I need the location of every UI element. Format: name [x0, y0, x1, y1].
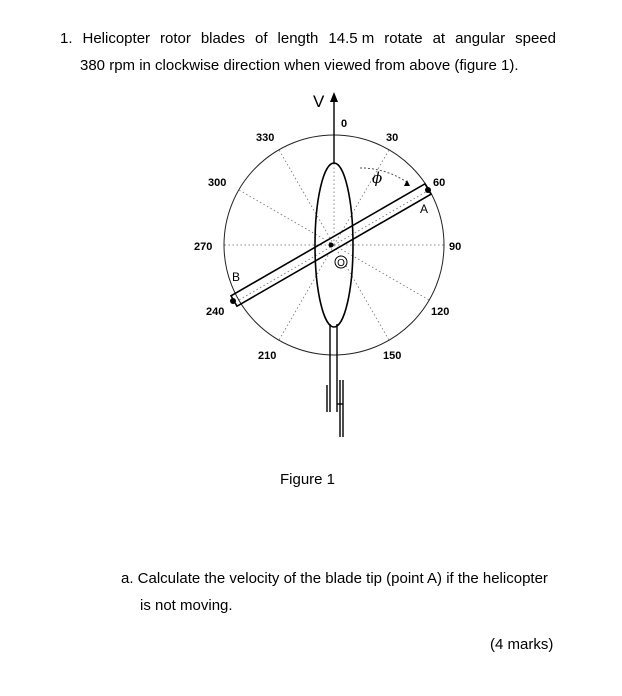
question-line-2: 380 rpm in clockwise direction when viewed from above (figure 1). [80, 57, 519, 74]
part-a-line-1: a. Calculate the velocity of the blade tip (point A) if the helicopter [121, 570, 548, 587]
point-a-label: A [420, 202, 429, 216]
question-word: speed [515, 30, 556, 47]
angle-label-240: 240 [206, 306, 225, 318]
angle-label-0: 0 [341, 118, 348, 130]
angle-label-270: 270 [194, 241, 213, 253]
question-word: 14.5 m [328, 30, 375, 47]
velocity-arrow-head [330, 92, 338, 102]
question-word: angular [455, 30, 506, 47]
angle-label-300: 300 [208, 177, 227, 189]
part-a-line-2: is not moving. [140, 597, 233, 614]
question-word: 1. [60, 30, 73, 47]
angle-label-30: 30 [386, 132, 399, 144]
guide-210 [279, 245, 334, 340]
tail-boom [327, 324, 343, 437]
guide-330 [279, 150, 334, 245]
phi-arc-arrow [404, 180, 410, 186]
question-word: length [277, 30, 319, 47]
angle-label-60: 60 [433, 177, 446, 189]
figure-caption: Figure 1 [280, 471, 336, 488]
angle-label-120: 120 [431, 306, 450, 318]
phi-arc [360, 168, 408, 183]
question-word: Helicopter [82, 30, 151, 47]
point-a-marker [425, 187, 431, 193]
marks-label: (4 marks) [490, 636, 554, 653]
guide-240 [239, 245, 334, 300]
question-word: blades [200, 30, 246, 47]
point-b-label: B [232, 270, 241, 284]
question-word: at [432, 30, 446, 47]
velocity-label: V [313, 92, 325, 111]
hub-marker [329, 243, 334, 248]
angle-label-330: 330 [256, 132, 275, 144]
question-word: rotate [384, 30, 423, 47]
guide-300 [239, 190, 334, 245]
point-b-marker [230, 298, 236, 304]
angle-label-210: 210 [258, 350, 277, 362]
phi-label: ϕ [372, 169, 383, 187]
center-label: O [337, 258, 345, 269]
question-word: rotor [160, 30, 191, 47]
guide-60 [334, 190, 429, 245]
angle-label-90: 90 [449, 241, 462, 253]
guide-120 [334, 245, 429, 300]
angle-label-150: 150 [383, 350, 402, 362]
question-word: of [255, 30, 268, 47]
